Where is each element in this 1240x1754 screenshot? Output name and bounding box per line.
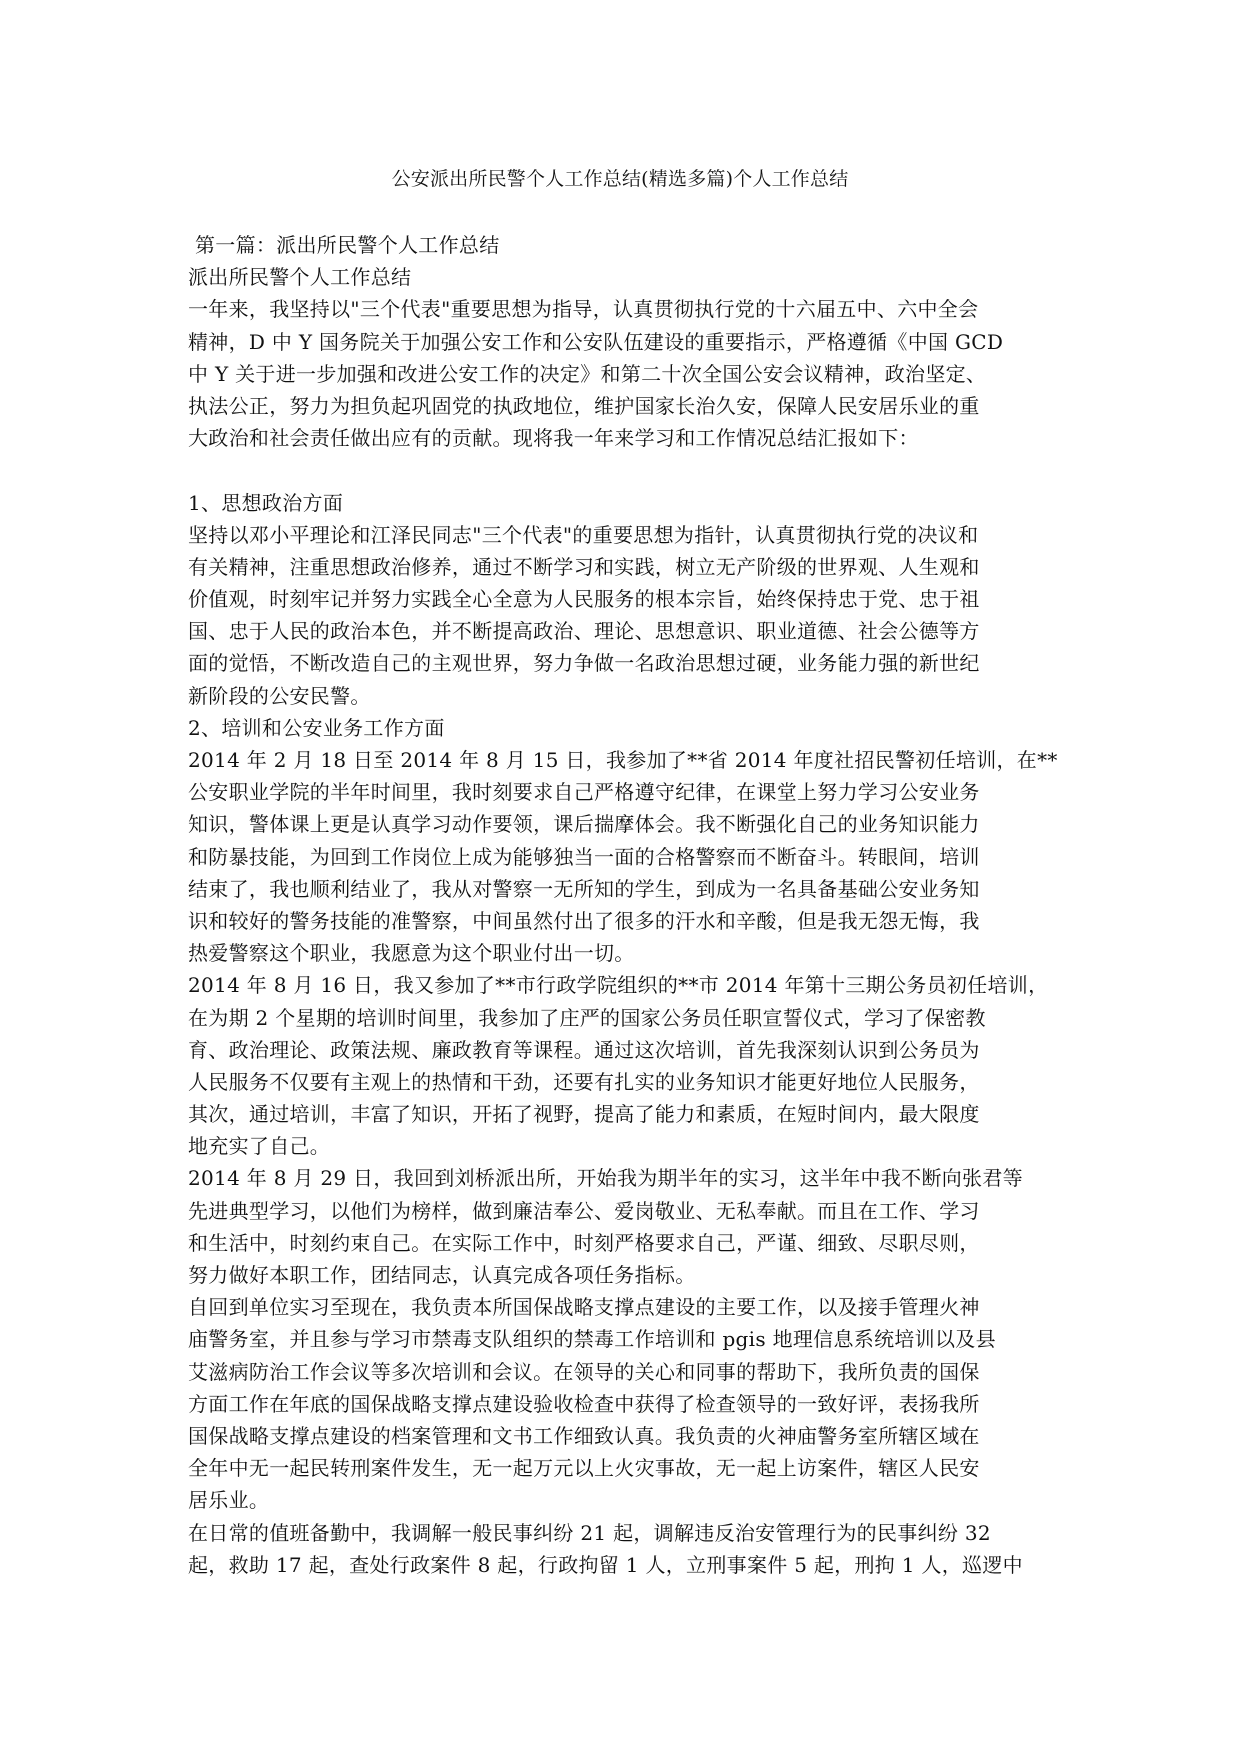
body-line: 先进典型学习，以他们为榜样，做到廉洁奉公、爱岗敬业、无私奉献。而且在工作、学习 [188,1198,980,1223]
body-line: 派出所民警个人工作总结 [188,265,412,290]
body-line: 地充实了自己。 [188,1134,331,1159]
body-line: 艾滋病防治工作会议等多次培训和会议。在领导的关心和同事的帮助下，我所负责的国保 [188,1359,980,1384]
body-line: 知识，警体课上更是认真学习动作要领，课后揣摩体会。我不断强化自己的业务知识能力 [188,812,980,837]
body-line: 人民服务不仅要有主观上的热情和干劲，还要有扎实的业务知识才能更好地位人民服务， [188,1069,980,1094]
body-line: 第一篇：派出所民警个人工作总结 [195,233,500,257]
body-line: 执法公正，努力为担负起巩固党的执政地位，维护国家长治久安，保障人民安居乐业的重 [188,393,980,418]
body-line: 精神，D 中 Y 国务院关于加强公安工作和公安队伍建设的重要指示，严格遵循《中国 GCD [188,329,1004,354]
body-line: 和生活中，时刻约束自己。在实际工作中，时刻严格要求自己，严谨、细致、尽职尽则， [188,1230,980,1255]
body-line: 2014 年 8 月 29 日，我回到刘桥派出所，开始我为期半年的实习，这半年中我不断向张君等 [188,1166,1023,1191]
body-line: 1、思想政治方面 [188,490,344,515]
body-line: 中 Y 关于进一步加强和改进公安工作的决定》和第二十次全国公安会议精神，政治坚定、 [188,361,987,386]
body-line: 价值观，时刻牢记并努力实践全心全意为人民服务的根本宗旨，始终保持忠于党、忠于祖 [188,587,980,612]
body-line: 起，救助 17 起，查处行政案件 8 起，行政拘留 1 人，立刑事案件 5 起，刑拘 1 人，巡逻中 [188,1552,1023,1577]
document-title: 公安派出所民警个人工作总结(精选多篇)个人工作总结 [391,168,849,190]
body-line: 在日常的值班备勤中，我调解一般民事纠纷 21 起，调解违反治安管理行为的民事纠纷 32 [188,1520,991,1545]
body-line: 居乐业。 [188,1488,270,1513]
body-line: 其次，通过培训，丰富了知识，开拓了视野，提高了能力和素质，在短时间内，最大限度 [188,1102,980,1127]
body-line: 国、忠于人民的政治本色，并不断提高政治、理论、思想意识、职业道德、社会公德等方 [188,619,980,644]
body-line: 在为期 2 个星期的培训时间里，我参加了庄严的国家公务员任职宣誓仪式，学习了保密教 [188,1005,986,1030]
body-line: 热爱警察这个职业，我愿意为这个职业付出一切。 [188,941,635,966]
body-line: 2、培训和公安业务工作方面 [188,715,445,740]
body-line: 结束了，我也顺利结业了，我从对警察一无所知的学生，到成为一名具备基础公安业务知 [188,876,980,901]
document-body [188,229,1058,1581]
body-line: 全年中无一起民转刑案件发生，无一起万元以上火灾事故，无一起上访案件，辖区人民安 [188,1456,980,1481]
blank-line [188,454,1054,486]
body-line: 有关精神，注重思想政治修养，通过不断学习和实践，树立无产阶级的世界观、人生观和 [188,554,980,579]
body-line: 公安职业学院的半年时间里，我时刻要求自己严格遵守纪律，在课堂上努力学习公安业务 [188,780,980,805]
body-line: 自回到单位实习至现在，我负责本所国保战略支撑点建设的主要工作，以及接手管理火神 [188,1295,980,1320]
body-line: 大政治和社会责任做出应有的贡献。现将我一年来学习和工作情况总结汇报如下： [188,426,919,451]
body-line: 坚持以邓小平理论和江泽民同志"三个代表"的重要思想为指针，认真贯彻执行党的决议和 [188,522,979,547]
body-line: 面的觉悟，不断改造自己的主观世界，努力争做一名政治思想过硬，业务能力强的新世纪 [188,651,980,676]
body-line: 育、政治理论、政策法规、廉政教育等课程。通过这次培训，首先我深刻认识到公务员为 [188,1037,980,1062]
body-line: 国保战略支撑点建设的档案管理和文书工作细致认真。我负责的火神庙警务室所辖区域在 [188,1423,980,1448]
body-line: 方面工作在年底的国保战略支撑点建设验收检查中获得了检查领导的一致好评，表扬我所 [188,1391,980,1416]
body-line: 努力做好本职工作，团结同志，认真完成各项任务指标。 [188,1263,696,1287]
body-line: 和防暴技能，为回到工作岗位上成为能够独当一面的合格警察而不断奋斗。转眼间，培训 [188,844,980,869]
body-line: 2014 年 2 月 18 日至 2014 年 8 月 15 日，我参加了**省 2014 年度社招民警初任培训，在** [188,748,1058,772]
body-line: 新阶段的公安民警。 [188,683,371,708]
body-line: 一年来，我坚持以"三个代表"重要思想为指导，认真贯彻执行党的十六届五中、六中全会 [188,297,979,322]
body-line: 识和较好的警务技能的准警察，中间虽然付出了很多的汗水和辛酸，但是我无怨无悔，我 [188,908,980,933]
body-line: 庙警务室，并且参与学习市禁毒支队组织的禁毒工作培训和 pgis 地理信息系统培训以及县 [188,1327,996,1352]
body-line: 2014 年 8 月 16 日，我又参加了**市行政学院组织的**市 2014 年第十三期公务员初任培训， [188,973,1049,998]
